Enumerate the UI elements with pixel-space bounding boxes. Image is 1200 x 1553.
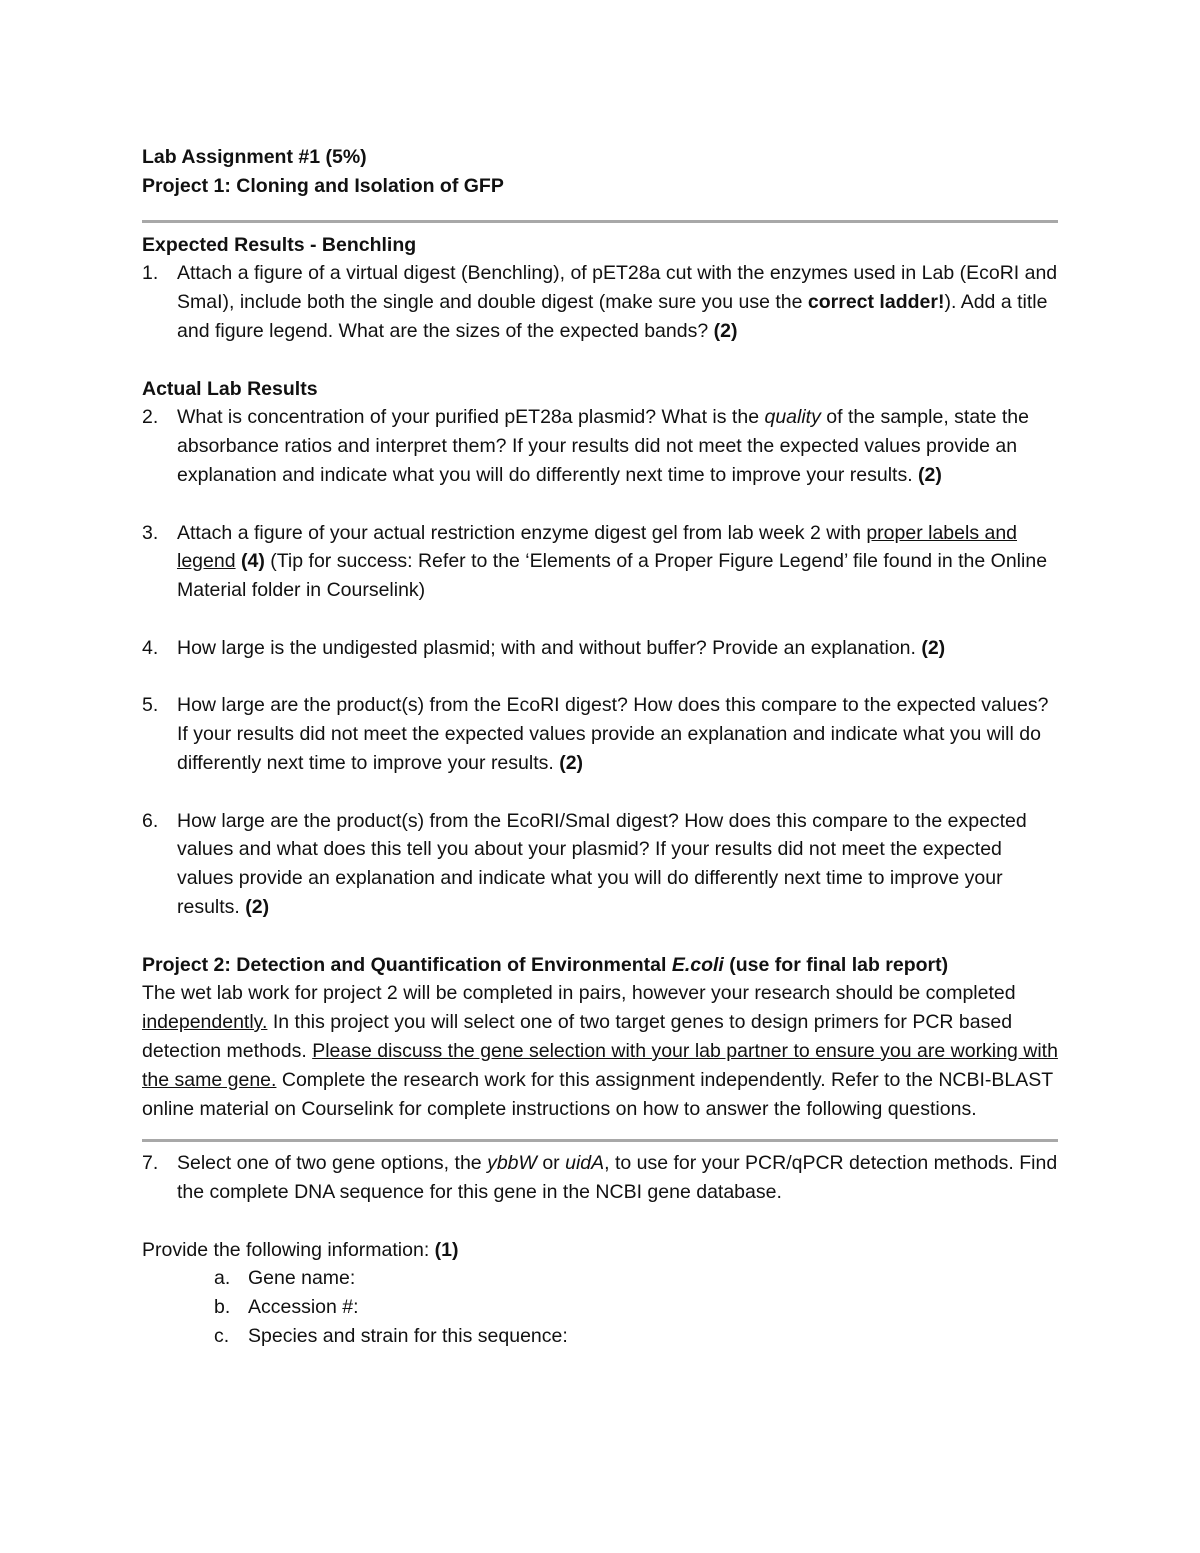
question-number: 1.	[142, 262, 159, 285]
question-marks: (2)	[559, 751, 584, 774]
info-prompt-marks: (1)	[434, 1238, 459, 1261]
project1-title: Project 1: Cloning and Isolation of GFP	[142, 174, 504, 197]
expected-results-heading: Expected Results - Benchling	[142, 233, 417, 256]
question-text: ). Add a title and figure legend. What are the sizes of the expected bands?	[177, 291, 1048, 342]
question-marks: (2)	[921, 636, 946, 659]
assignment-title: Lab Assignment #1 (5%)	[142, 146, 367, 168]
question-emphasis: proper labels and legend	[177, 521, 1018, 573]
paragraph-text: In this project you will select one of two target genes to design primers for PCR based detection methods.	[142, 1011, 1013, 1062]
section-divider	[142, 1139, 1058, 1142]
question-text: (Tip for success: Refer to the ‘Elements of a Proper Figure Legend’ file found in the Online Material folder in Courselink)	[177, 550, 1048, 602]
paragraph-emphasis: independently.	[142, 1011, 268, 1034]
gene-option-ybbw: ybbW	[487, 1152, 537, 1175]
question-marks: (4)	[240, 550, 265, 573]
spacer	[142, 605, 1058, 634]
question-text: or	[536, 1152, 566, 1175]
question-marks: (2)	[713, 319, 738, 342]
question-emphasis: correct ladder!	[807, 291, 945, 314]
info-item-label: Gene name:	[248, 1267, 356, 1290]
question-text: How large are the product(s) from the EcoRI/SmaI digest? How does this compare to the expected values and what does this tell you about your plasmid? If your results did not meet the expected values provide an explanation and indicate what you will do differently next time to improve your results.	[177, 809, 1027, 918]
question-text: of the sample, state the absorbance ratios and interpret them? If your results did not meet the expected values provide an explanation and indicate what you will do differently next time to improve your results.	[177, 406, 1029, 486]
question-1	[142, 259, 1058, 345]
paragraph-emphasis: Please discuss the gene selection with your lab partner to ensure you are working with the same gene.	[142, 1039, 1058, 1091]
question-7	[142, 1149, 1058, 1207]
question-number: 2.	[142, 406, 159, 429]
question-marks: (2)	[245, 895, 270, 918]
question-text: How large are the product(s) from the EcoRI digest? How does this compare to the expected values? If your results did not meet the expected values provide an explanation and indicate what you will do differently next time to improve your results.	[177, 694, 1049, 774]
spacer	[142, 490, 1058, 519]
spacer	[142, 346, 1058, 375]
info-item-letter: a.	[214, 1267, 231, 1290]
question-text: How large is the undigested plasmid; with and without buffer? Provide an explanation.	[177, 636, 922, 659]
question-number: 7.	[142, 1152, 159, 1175]
project2-title	[142, 951, 1058, 980]
spacer	[142, 1207, 1058, 1236]
question-marks: (2)	[918, 463, 942, 486]
question-text: Attach a figure of your actual restriction enzyme digest gel from lab week 2 with	[177, 521, 867, 544]
project2-title-note: (use for final lab report)	[723, 953, 949, 976]
question-text: Attach a figure of a virtual digest (Benchling), of pET28a cut with the enzymes used in Lab (EcoRI and SmaI), include both the single and double digest (make sure you use the	[177, 262, 1058, 314]
question-2	[142, 403, 1058, 489]
info-prompt	[142, 1236, 1058, 1265]
question-number: 4.	[142, 636, 159, 659]
info-prompt-text: Provide the following information:	[142, 1238, 435, 1261]
info-item-species-strain	[142, 1322, 1058, 1351]
info-item-label: Species and strain for this sequence:	[248, 1325, 568, 1348]
info-item-letter: c.	[214, 1325, 230, 1348]
question-emphasis: quality	[764, 406, 821, 429]
question-text: Select one of two gene options, the	[177, 1152, 488, 1175]
paragraph-text: Complete the research work for this assignment independently. Refer to the NCBI-BLAST online material on Courselink for complete instructions on how to answer the following questions.	[142, 1068, 1053, 1120]
section-divider	[142, 220, 1058, 223]
info-item-accession	[142, 1293, 1058, 1322]
spacer	[142, 778, 1058, 807]
question-number: 5.	[142, 694, 159, 717]
spacer	[142, 663, 1058, 692]
question-5	[142, 691, 1058, 777]
info-item-label: Accession #:	[248, 1296, 359, 1319]
question-3	[142, 519, 1058, 605]
actual-results-heading: Actual Lab Results	[142, 377, 318, 400]
question-number: 6.	[142, 809, 159, 832]
project2-paragraph	[142, 979, 1058, 1123]
paragraph-text: The wet lab work for project 2 will be completed in pairs, however your research should be completed	[142, 982, 1016, 1005]
info-item-letter: b.	[214, 1296, 231, 1319]
document-page	[142, 143, 1058, 1351]
question-4	[142, 634, 1058, 663]
question-text: What is concentration of your purified pET28a plasmid? What is the	[177, 406, 765, 429]
info-item-gene-name	[142, 1264, 1058, 1293]
question-text: , to use for your PCR/qPCR detection methods. Find the complete DNA sequence for this gene in the NCBI gene database.	[177, 1152, 1058, 1204]
gene-option-uida: uidA	[565, 1152, 605, 1175]
question-number: 3.	[142, 521, 159, 544]
project2-title-text: Project 2: Detection and Quantification of Environmental	[142, 953, 672, 976]
project2-title-organism: E.coli	[671, 953, 724, 976]
question-6	[142, 807, 1058, 922]
spacer	[142, 922, 1058, 951]
